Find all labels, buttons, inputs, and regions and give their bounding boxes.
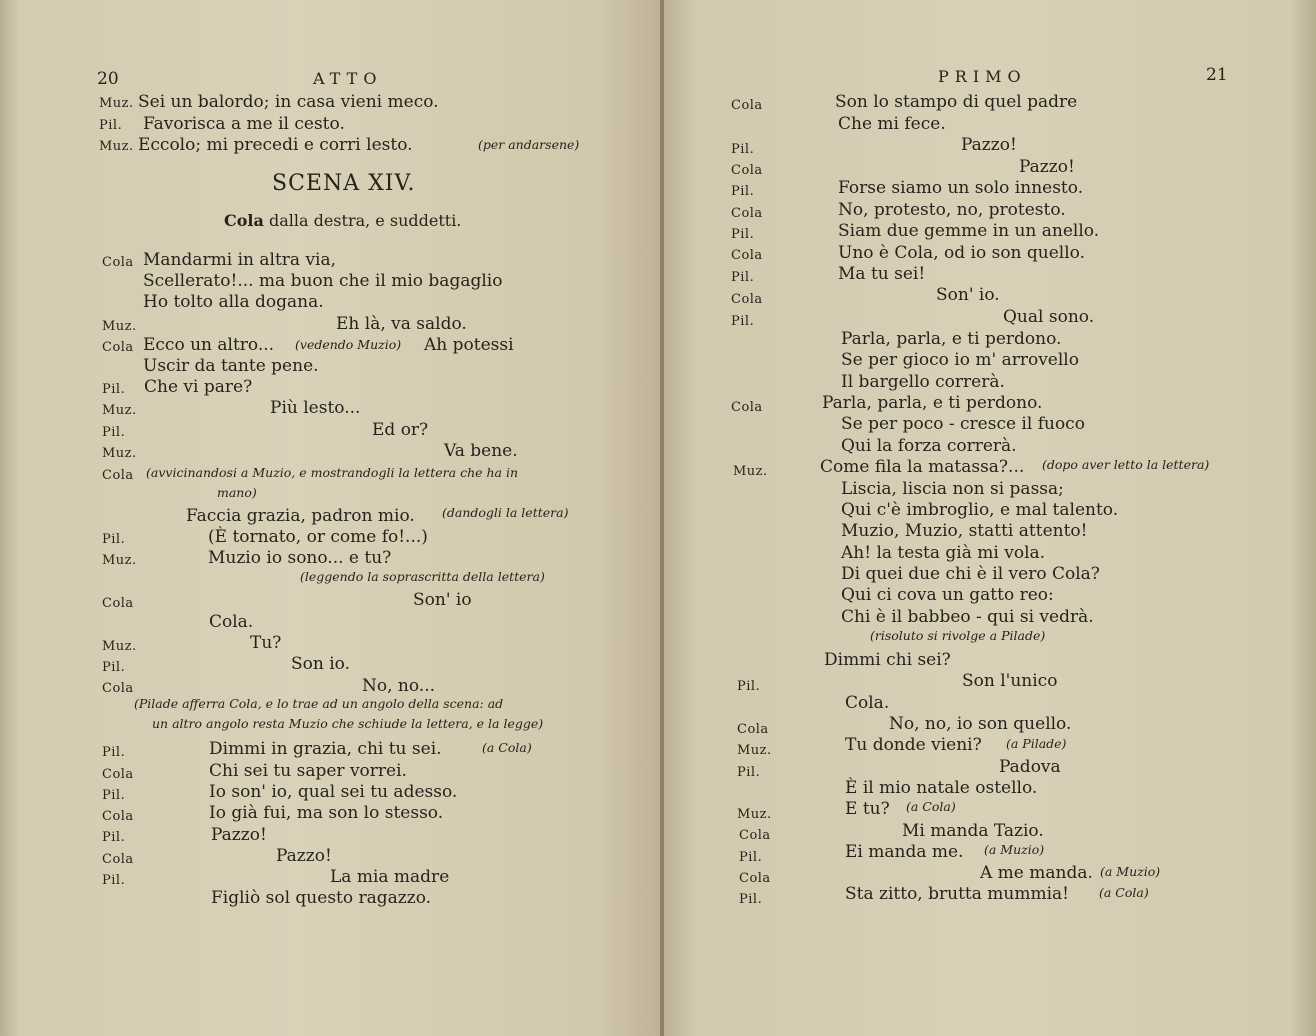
speaker: Pil. [739, 850, 763, 865]
verse-line: A me manda. [980, 863, 1093, 883]
speaker: Pil. [99, 118, 123, 133]
verse-line: Muzio, Muzio, statti attento! [841, 521, 1088, 541]
verse-line: Cola. [209, 612, 254, 632]
verse-line: La mia madre [330, 867, 450, 887]
verse-line: Qui c'è imbroglio, e mal talento. [841, 500, 1119, 520]
stage-direction: (a Cola) [906, 799, 956, 814]
speaker: Cola [731, 163, 763, 178]
speaker: Pil. [731, 142, 755, 157]
verse-line: Come fila la matassa?... [820, 457, 1025, 477]
verse-line: Tu donde vieni? [845, 735, 982, 755]
verse-line: Pazzo! [211, 825, 267, 845]
verse-line: Chi è il babbeo - qui si vedrà. [841, 607, 1094, 627]
verse-line: Ah! la testa già mi vola. [841, 543, 1046, 563]
verse-line: Liscia, liscia non si passa; [841, 479, 1064, 499]
verse-line: No, no, io son quello. [889, 714, 1072, 734]
stage-direction: (a Muzio) [984, 842, 1045, 857]
speaker: Muz. [737, 807, 772, 822]
speaker: Muz. [733, 464, 768, 479]
verse-line: Qui la forza correrà. [841, 436, 1017, 456]
verse-line: Siam due gemme in un anello. [838, 221, 1100, 241]
verse-line: Ei manda me. [845, 842, 964, 862]
verse-line: Ecco un altro... [143, 335, 275, 355]
speaker: Cola [102, 852, 134, 867]
verse-line: Qual sono. [1003, 307, 1095, 327]
verse-line: Qui ci cova un gatto reo: [841, 585, 1054, 605]
stage-direction: (Pilade afferra Cola, e lo trae ad un angolo della scena: ad [134, 696, 504, 711]
speaker: Muz. [102, 553, 137, 568]
verse-line: Son lo stampo di quel padre [835, 92, 1078, 112]
verse-line: Io già fui, ma son lo stesso. [209, 803, 444, 823]
verse-line: Parla, parla, e ti perdono. [822, 393, 1043, 413]
verse-line: No, no... [362, 676, 436, 696]
speaker: Pil. [731, 270, 755, 285]
verse-line: Se per gioco io m' arrovello [841, 350, 1079, 370]
verse-line: Ah potessi [424, 335, 514, 355]
speaker: Pil. [731, 184, 755, 199]
verse-line: E tu? [845, 799, 890, 819]
scene-cast [224, 211, 461, 231]
verse-line: Dimmi chi sei? [824, 650, 951, 670]
running-head: PRIMO [938, 67, 1027, 86]
speaker: Pil. [102, 830, 126, 845]
speaker: Muz. [99, 139, 134, 154]
speaker: Cola [731, 400, 763, 415]
stage-direction: un altro angolo resta Muzio che schiude la lettera, e la legge) [152, 716, 544, 731]
verse-line: Parla, parla, e ti perdono. [841, 329, 1062, 349]
verse-line: Pazzo! [961, 135, 1017, 155]
stage-direction: (avvicinandosi a Muzio, e mostrandogli la lettera che ha in [146, 465, 519, 480]
speaker: Cola [102, 809, 134, 824]
speaker: Muz. [102, 639, 137, 654]
verse-line: Che vi pare? [144, 377, 253, 397]
verse-line: Tu? [250, 633, 282, 653]
verse-line: Mandarmi in altra via, [143, 250, 337, 270]
speaker: Cola [731, 292, 763, 307]
right-page [664, 0, 1316, 1036]
stage-direction: (risoluto si rivolge a Pilade) [870, 628, 1046, 643]
verse-line: Di quei due chi è il vero Cola? [841, 564, 1100, 584]
speaker: Pil. [102, 532, 126, 547]
scene-cast-rest: dalla destra, e suddetti. [268, 211, 462, 230]
speaker: Pil. [102, 382, 126, 397]
stage-direction: (dandogli la lettera) [442, 505, 569, 520]
speaker: Muz. [102, 403, 137, 418]
stage-direction: (a Pilade) [1006, 736, 1067, 751]
verse-line: Favorisca a me il cesto. [143, 114, 345, 134]
verse-line: Eh là, va saldo. [336, 314, 467, 334]
verse-line: Sta zitto, brutta mummia! [845, 884, 1069, 904]
verse-line: Uno è Cola, od io son quello. [838, 243, 1086, 263]
verse-line: (È tornato, or come fo!...) [208, 527, 428, 547]
verse-line: Faccia grazia, padron mio. [186, 506, 415, 526]
verse-line: Pazzo! [276, 846, 332, 866]
verse-line: Son' io [413, 590, 472, 610]
stage-direction: mano) [217, 485, 257, 500]
speaker: Muz. [102, 319, 137, 334]
speaker: Pil. [102, 873, 126, 888]
verse-line: Ho tolto alla dogana. [143, 292, 324, 312]
speaker: Pil. [102, 788, 126, 803]
speaker: Cola [731, 206, 763, 221]
verse-line: Son io. [291, 654, 351, 674]
verse-line: Io son' io, qual sei tu adesso. [209, 782, 458, 802]
scene-cast-name: Cola [224, 211, 264, 230]
speaker: Pil. [731, 314, 755, 329]
speaker: Cola [102, 340, 134, 355]
speaker: Cola [102, 767, 134, 782]
running-head: ATTO [313, 69, 383, 88]
speaker: Cola [102, 681, 134, 696]
speaker: Pil. [737, 765, 761, 780]
verse-line: Figliò sol questo ragazzo. [211, 888, 432, 908]
speaker: Cola [102, 596, 134, 611]
page-number: 20 [97, 69, 119, 89]
speaker: Muz. [737, 743, 772, 758]
speaker: Pil. [102, 425, 126, 440]
speaker: Cola [737, 722, 769, 737]
stage-direction: (leggendo la soprascritta della lettera) [300, 569, 545, 584]
speaker: Cola [739, 828, 771, 843]
verse-line: Uscir da tante pene. [143, 356, 319, 376]
verse-line: Il bargello correrà. [841, 372, 1005, 392]
verse-line: Ma tu sei! [838, 264, 926, 284]
verse-line: Padova [999, 757, 1061, 777]
verse-line: Pazzo! [1019, 157, 1075, 177]
stage-direction: (a Cola) [482, 740, 532, 755]
verse-line: Va bene. [444, 441, 518, 461]
verse-line: Se per poco - cresce il fuoco [841, 414, 1085, 434]
verse-line: Son' io. [936, 285, 1000, 305]
speaker: Cola [731, 98, 763, 113]
page-number: 21 [1206, 65, 1228, 85]
stage-direction: (a Muzio) [1100, 864, 1161, 879]
verse-line: Scellerato!... ma buon che il mio bagaglio [143, 271, 503, 291]
speaker: Cola [102, 255, 134, 270]
verse-line: No, protesto, no, protesto. [838, 200, 1066, 220]
speaker: Cola [731, 248, 763, 263]
verse-line: È il mio natale ostello. [845, 778, 1038, 798]
stage-direction: (dopo aver letto la lettera) [1042, 457, 1210, 472]
speaker: Pil. [102, 745, 126, 760]
speaker: Muz. [99, 96, 134, 111]
speaker: Cola [739, 871, 771, 886]
verse-line: Sei un balordo; in casa vieni meco. [138, 92, 439, 112]
verse-line: Chi sei tu saper vorrei. [209, 761, 407, 781]
verse-line: Più lesto... [270, 398, 361, 418]
verse-line: Muzio io sono... e tu? [208, 548, 392, 568]
verse-line: Mi manda Tazio. [902, 821, 1044, 841]
speaker: Pil. [739, 892, 763, 907]
verse-line: Che mi fece. [838, 114, 946, 134]
speaker: Pil. [731, 227, 755, 242]
verse-line: Cola. [845, 693, 890, 713]
stage-direction: (a Cola) [1099, 885, 1149, 900]
verse-line: Ed or? [372, 420, 429, 440]
verse-line: Forse siamo un solo innesto. [838, 178, 1084, 198]
verse-line: Son l'unico [962, 671, 1058, 691]
scene-title: SCENA XIV. [272, 171, 416, 196]
speaker: Pil. [102, 660, 126, 675]
stage-direction: (per andarsene) [478, 137, 580, 152]
verse-line: Eccolo; mi precedi e corri lesto. [138, 135, 413, 155]
speaker: Cola [102, 468, 134, 483]
speaker: Pil. [737, 679, 761, 694]
speaker: Muz. [102, 446, 137, 461]
verse-line: Dimmi in grazia, chi tu sei. [209, 739, 442, 759]
stage-direction: (vedendo Muzio) [295, 337, 402, 352]
